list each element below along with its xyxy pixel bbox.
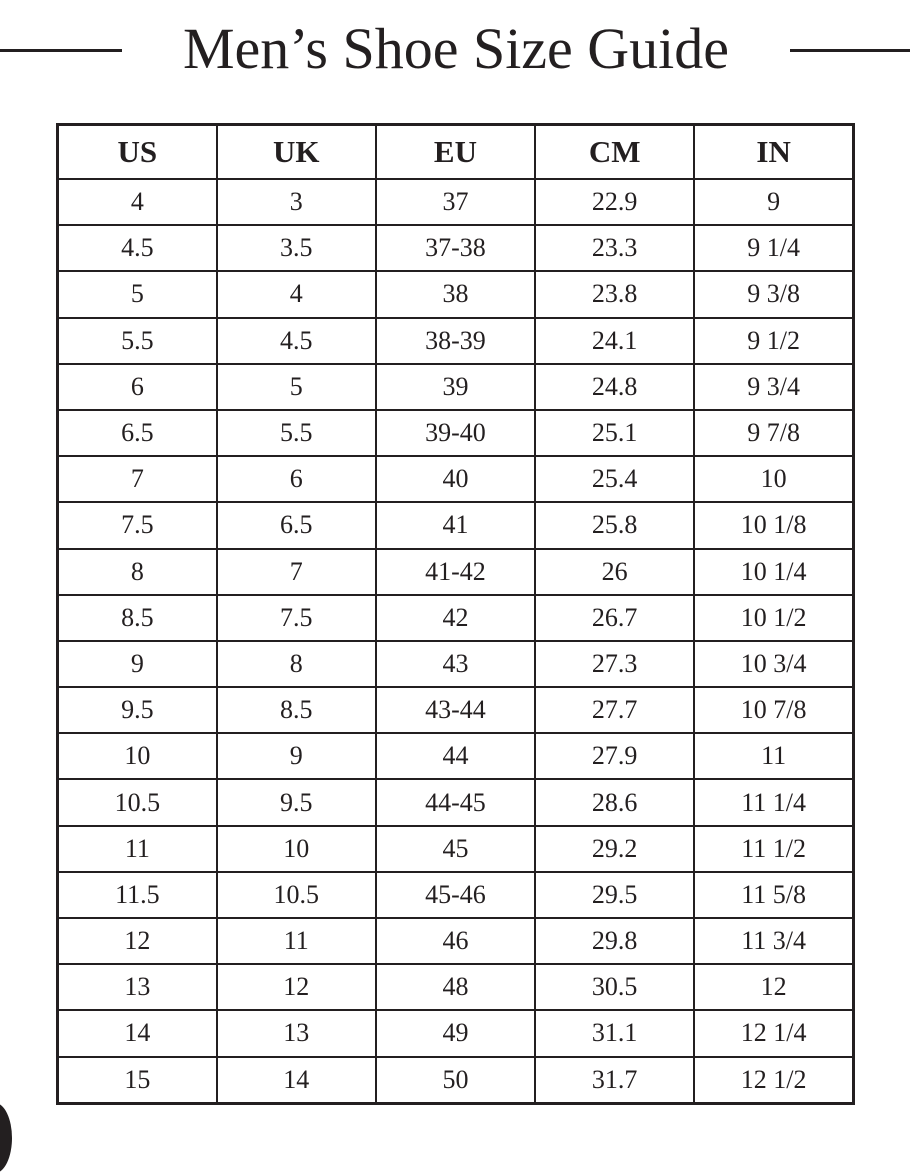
cell-eu: 39-40 <box>376 410 535 456</box>
cell-in: 10 1/4 <box>694 549 853 595</box>
cell-in: 10 3/4 <box>694 641 853 687</box>
table-row <box>58 364 854 410</box>
table-row <box>58 918 854 964</box>
page-title: Men’s Shoe Size Guide <box>182 16 730 81</box>
cell-us: 4.5 <box>58 225 217 271</box>
cell-uk: 6 <box>217 456 376 502</box>
cell-uk: 8 <box>217 641 376 687</box>
cell-uk: 10 <box>217 826 376 872</box>
cell-cm: 22.9 <box>535 179 694 225</box>
cell-eu: 44-45 <box>376 779 535 825</box>
cell-cm: 27.7 <box>535 687 694 733</box>
cell-eu: 44 <box>376 733 535 779</box>
cell-us: 9.5 <box>58 687 217 733</box>
cell-cm: 29.5 <box>535 872 694 918</box>
cell-uk: 12 <box>217 964 376 1010</box>
cell-in: 11 1/4 <box>694 779 853 825</box>
cell-in: 11 5/8 <box>694 872 853 918</box>
cell-cm: 29.8 <box>535 918 694 964</box>
cell-uk: 4.5 <box>217 318 376 364</box>
cell-eu: 37 <box>376 179 535 225</box>
cell-uk: 11 <box>217 918 376 964</box>
table-header <box>58 125 854 180</box>
cell-cm: 23.3 <box>535 225 694 271</box>
cell-uk: 8.5 <box>217 687 376 733</box>
cell-in: 10 7/8 <box>694 687 853 733</box>
cell-us: 7.5 <box>58 502 217 548</box>
cell-uk: 13 <box>217 1010 376 1056</box>
cell-cm: 25.8 <box>535 502 694 548</box>
table-row <box>58 502 854 548</box>
cell-eu: 43-44 <box>376 687 535 733</box>
table-row <box>58 826 854 872</box>
cell-us: 11 <box>58 826 217 872</box>
cell-in: 12 1/2 <box>694 1057 853 1104</box>
cell-cm: 30.5 <box>535 964 694 1010</box>
table-row <box>58 225 854 271</box>
cell-eu: 42 <box>376 595 535 641</box>
cell-uk: 10.5 <box>217 872 376 918</box>
cell-in: 11 <box>694 733 853 779</box>
header-row <box>58 125 854 180</box>
table-row <box>58 549 854 595</box>
cell-us: 8.5 <box>58 595 217 641</box>
cell-cm: 31.7 <box>535 1057 694 1104</box>
cell-cm: 26.7 <box>535 595 694 641</box>
title-rule-left <box>0 49 122 52</box>
table-row <box>58 687 854 733</box>
cell-eu: 39 <box>376 364 535 410</box>
cell-in: 11 3/4 <box>694 918 853 964</box>
cell-cm: 31.1 <box>535 1010 694 1056</box>
cell-us: 12 <box>58 918 217 964</box>
cell-cm: 27.9 <box>535 733 694 779</box>
table-row <box>58 271 854 317</box>
cell-cm: 24.8 <box>535 364 694 410</box>
cell-us: 8 <box>58 549 217 595</box>
column-header-cm: CM <box>535 125 694 180</box>
cell-eu: 48 <box>376 964 535 1010</box>
cell-cm: 25.1 <box>535 410 694 456</box>
cell-uk: 5 <box>217 364 376 410</box>
cell-in: 12 <box>694 964 853 1010</box>
table-row <box>58 641 854 687</box>
cell-eu: 50 <box>376 1057 535 1104</box>
cell-uk: 5.5 <box>217 410 376 456</box>
cell-us: 9 <box>58 641 217 687</box>
cell-us: 5.5 <box>58 318 217 364</box>
cell-eu: 43 <box>376 641 535 687</box>
cell-in: 11 1/2 <box>694 826 853 872</box>
cell-us: 7 <box>58 456 217 502</box>
cell-uk: 3.5 <box>217 225 376 271</box>
table-row <box>58 1010 854 1056</box>
cell-in: 9 3/8 <box>694 271 853 317</box>
cell-in: 9 3/4 <box>694 364 853 410</box>
table-row <box>58 595 854 641</box>
cell-cm: 23.8 <box>535 271 694 317</box>
column-header-eu: EU <box>376 125 535 180</box>
cell-us: 4 <box>58 179 217 225</box>
cell-in: 10 1/8 <box>694 502 853 548</box>
cell-us: 15 <box>58 1057 217 1104</box>
table-row <box>58 1057 854 1104</box>
cell-us: 10 <box>58 733 217 779</box>
cell-eu: 41-42 <box>376 549 535 595</box>
cell-in: 9 <box>694 179 853 225</box>
cell-cm: 24.1 <box>535 318 694 364</box>
cell-eu: 37-38 <box>376 225 535 271</box>
cell-eu: 41 <box>376 502 535 548</box>
cell-cm: 26 <box>535 549 694 595</box>
cell-uk: 14 <box>217 1057 376 1104</box>
column-header-uk: UK <box>217 125 376 180</box>
cell-uk: 9.5 <box>217 779 376 825</box>
table-row <box>58 456 854 502</box>
table-row <box>58 964 854 1010</box>
cell-uk: 7 <box>217 549 376 595</box>
cell-in: 10 1/2 <box>694 595 853 641</box>
cell-eu: 46 <box>376 918 535 964</box>
table-row <box>58 179 854 225</box>
title-rule-right <box>790 49 910 52</box>
table-body <box>58 179 854 1104</box>
table-row <box>58 779 854 825</box>
cell-eu: 45-46 <box>376 872 535 918</box>
cell-in: 9 7/8 <box>694 410 853 456</box>
size-table <box>56 123 855 1105</box>
table-row <box>58 410 854 456</box>
cell-uk: 9 <box>217 733 376 779</box>
table-row <box>58 872 854 918</box>
cell-eu: 49 <box>376 1010 535 1056</box>
cell-cm: 28.6 <box>535 779 694 825</box>
cell-uk: 7.5 <box>217 595 376 641</box>
cell-cm: 27.3 <box>535 641 694 687</box>
cell-uk: 6.5 <box>217 502 376 548</box>
cell-eu: 40 <box>376 456 535 502</box>
cell-uk: 3 <box>217 179 376 225</box>
cell-us: 13 <box>58 964 217 1010</box>
cell-cm: 25.4 <box>535 456 694 502</box>
cell-us: 5 <box>58 271 217 317</box>
cell-eu: 38 <box>376 271 535 317</box>
cell-us: 14 <box>58 1010 217 1056</box>
corner-mark <box>0 1103 12 1173</box>
cell-us: 11.5 <box>58 872 217 918</box>
cell-us: 6.5 <box>58 410 217 456</box>
cell-uk: 4 <box>217 271 376 317</box>
cell-us: 6 <box>58 364 217 410</box>
column-header-us: US <box>58 125 217 180</box>
cell-eu: 45 <box>376 826 535 872</box>
cell-eu: 38-39 <box>376 318 535 364</box>
cell-us: 10.5 <box>58 779 217 825</box>
table-row <box>58 733 854 779</box>
cell-in: 9 1/2 <box>694 318 853 364</box>
cell-in: 9 1/4 <box>694 225 853 271</box>
cell-in: 10 <box>694 456 853 502</box>
cell-in: 12 1/4 <box>694 1010 853 1056</box>
cell-cm: 29.2 <box>535 826 694 872</box>
table-row <box>58 318 854 364</box>
column-header-in: IN <box>694 125 853 180</box>
